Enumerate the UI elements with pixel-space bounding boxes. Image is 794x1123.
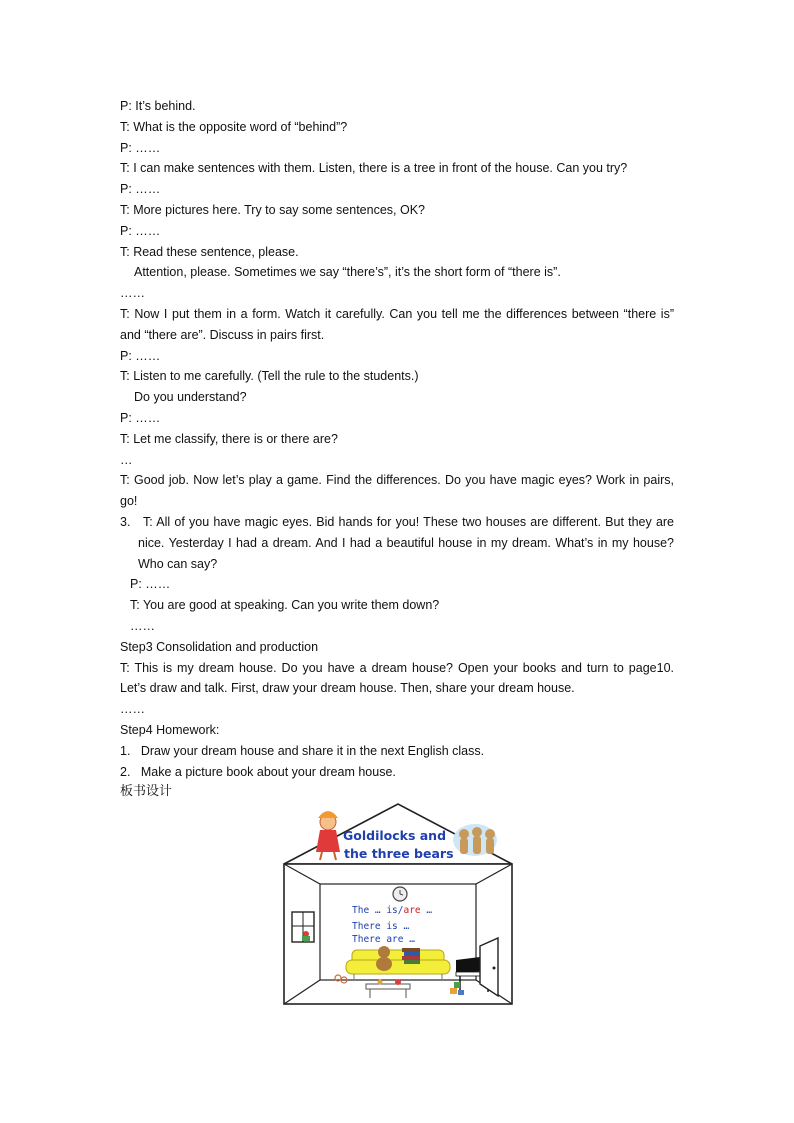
section-heading: Step3 Consolidation and production [120, 639, 319, 654]
dialogue-line: T: You are good at speaking. Can you write them down? [130, 598, 440, 613]
dialogue-line: …… [130, 618, 155, 633]
dialogue-line: T: Listen to me carefully. (Tell the rule to the students.) [120, 369, 419, 384]
dialogue-line: T: This is my dream house. Do you have a dream house? Open your books and turn to page10. Let’s draw and talk. First, draw your dream house. Then, share your dream house. [120, 660, 674, 696]
item-text: Draw your dream house and share it in the next English class. [140, 743, 485, 758]
figure-title-line1: Goldilocks and [343, 828, 447, 843]
dialogue-line: P: It’s behind. [120, 99, 196, 113]
dialogue-line: … [120, 452, 133, 467]
pattern-the-is-are: The … is/are … [352, 905, 433, 916]
item-text: T: All of you have magic eyes. Bid hands for you! These two houses are different. But they are nice. Yesterday I had a dream. And I had a beautiful house in my dream. What’s in my house? Who can say? [138, 514, 675, 571]
numbered-item [120, 512, 674, 574]
three-bears-icon [453, 824, 497, 856]
dialogue-line: T: Read these sentence, please. [120, 244, 299, 259]
pattern-there-are: There are … [352, 934, 415, 945]
dialogue-line: P: …… [120, 348, 161, 363]
document-body [120, 96, 674, 803]
dialogue-line: T: More pictures here. Try to say some sentences, OK? [120, 202, 425, 217]
dialogue-line: P: …… [120, 182, 161, 197]
dialogue-line: Attention, please. Sometimes we say “there’s”, it’s the short form of “there is”. [134, 265, 561, 280]
item-number: 3. [120, 514, 131, 529]
dialogue-line: …… [120, 702, 145, 717]
blackboard-house-figure [280, 800, 516, 1010]
house-drawing [280, 800, 516, 1010]
dialogue-line: P: …… [120, 140, 161, 155]
item-number: 1. [120, 743, 131, 758]
blackboard-design-heading: 板书设计 [120, 784, 173, 800]
dialogue-line: T: What is the opposite word of “behind”? [120, 119, 348, 134]
dialogue-line: …… [120, 286, 145, 301]
dialogue-line: P: …… [130, 577, 171, 592]
item-text: Make a picture book about your dream house. [140, 764, 396, 779]
dialogue-line: T: Good job. Now let’s play a game. Find the differences. Do you have magic eyes? Work in pairs, go! [120, 473, 674, 509]
books-icon [402, 948, 420, 964]
dialogue-line: T: I can make sentences with them. Listen, there is a tree in front of the house. Can you try? [120, 161, 628, 176]
dialogue-line: Do you understand? [134, 390, 247, 405]
item-number: 2. [120, 764, 131, 779]
homework-item [120, 741, 674, 762]
window-icon [292, 912, 314, 942]
clock-icon [393, 887, 407, 901]
dialogue-line: T: Let me classify, there is or there are? [120, 431, 338, 446]
section-heading: Step4 Homework: [120, 722, 220, 737]
dialogue-line: P: …… [120, 410, 161, 425]
dialogue-line: T: Now I put them in a form. Watch it carefully. Can you tell me the differences between “there is” and “there are”. Discuss in pairs first. [120, 306, 674, 342]
homework-item [120, 762, 674, 783]
pattern-there-is: There is … [352, 921, 410, 932]
figure-title-line2: the three bears [344, 846, 454, 861]
dialogue-line: P: …… [120, 223, 161, 238]
